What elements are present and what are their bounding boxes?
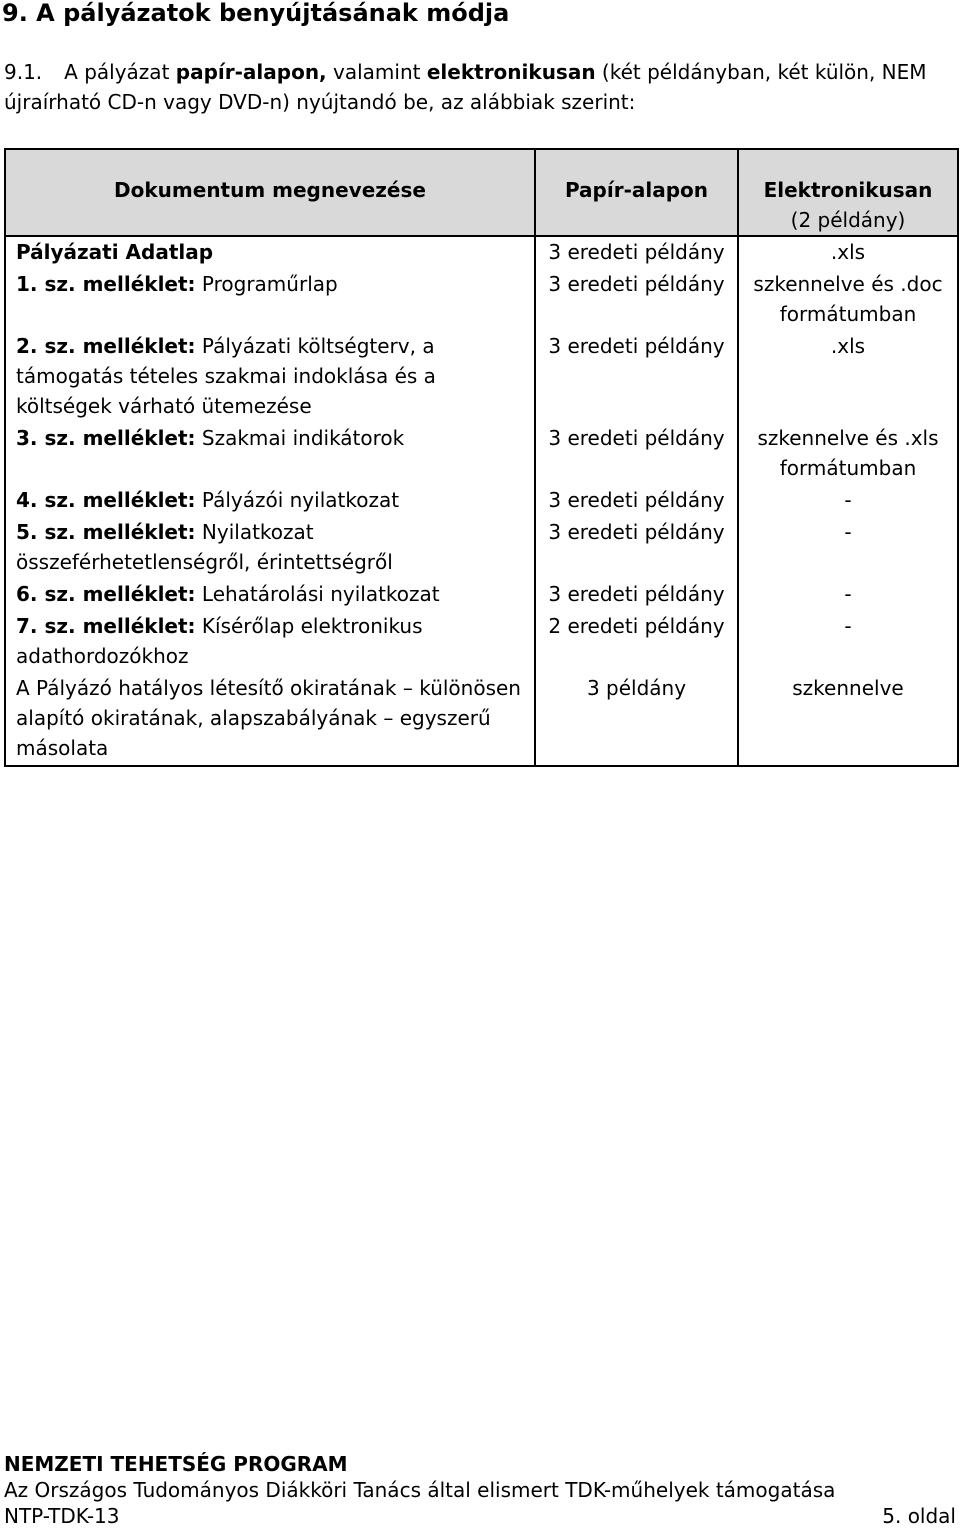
table-row — [5, 269, 958, 331]
cell-electronic: szkennelve — [738, 673, 958, 766]
cell-paper: 3 eredeti példány — [535, 485, 738, 517]
header-document-name: Dokumentum megnevezése — [5, 149, 535, 236]
footer-subtitle: Az Országos Tudományos Diákköri Tanács által elismert TDK-műhelyek támogatása — [4, 1478, 836, 1502]
table-row — [5, 579, 958, 611]
cell-document-name — [5, 579, 535, 611]
table-row — [5, 236, 958, 269]
cell-document-name — [5, 236, 535, 269]
documents-table — [4, 148, 959, 767]
document-name: Lehatárolási nyilatkozat — [195, 582, 440, 606]
cell-document-name — [5, 485, 535, 517]
cell-document-name — [5, 269, 535, 331]
cell-electronic: - — [738, 517, 958, 579]
table-row — [5, 673, 958, 766]
header-electronic-label: Elektronikusan — [763, 178, 933, 202]
table-row — [5, 485, 958, 517]
cell-paper: 3 eredeti példány — [535, 331, 738, 423]
cell-paper: 2 eredeti példány — [535, 611, 738, 673]
table-header-row — [5, 149, 958, 236]
cell-electronic: - — [738, 611, 958, 673]
cell-paper: 3 eredeti példány — [535, 423, 738, 485]
cell-electronic: .xls — [738, 331, 958, 423]
page-number: 5. oldal — [882, 1504, 956, 1528]
table-row — [5, 423, 958, 485]
cell-paper: 3 eredeti példány — [535, 517, 738, 579]
document-prefix: 7. sz. melléklet: — [16, 614, 196, 638]
document-prefix: 5. sz. melléklet: — [16, 520, 196, 544]
document-name: Pályázati költségterv, a támogatás tételes szakmai indoklása és a költségek várható ütemezése — [16, 334, 436, 418]
document-prefix: 1. sz. melléklet: — [16, 272, 196, 296]
intro-text-1: A pályázat — [64, 60, 176, 84]
header-electronic — [738, 149, 958, 236]
document-name: Programűrlap — [195, 272, 338, 296]
document-name: Szakmai indikátorok — [195, 426, 405, 450]
intro-text-3: (két példányban, két külön, NEM újraírható CD-n vagy DVD-n) nyújtandó be, az alábbiak szerint: — [4, 60, 927, 114]
document-name: A Pályázó hatályos létesítő okiratának – különösen alapító okiratának, alapszabályának – egyszerű másolata — [16, 676, 521, 760]
header-electronic-sub: (2 példány) — [790, 208, 906, 232]
cell-electronic: szkennelve és .doc formátumban — [738, 269, 958, 331]
cell-document-name — [5, 611, 535, 673]
cell-paper: 3 eredeti példány — [535, 236, 738, 269]
cell-electronic: .xls — [738, 236, 958, 269]
cell-electronic: szkennelve és .xls formátumban — [738, 423, 958, 485]
table-row — [5, 611, 958, 673]
document-prefix: 6. sz. melléklet: — [16, 582, 196, 606]
document-prefix: 3. sz. melléklet: — [16, 426, 196, 450]
header-paper: Papír-alapon — [535, 149, 738, 236]
document-prefix: 4. sz. melléklet: — [16, 488, 196, 512]
intro-bold-electronic: elektronikusan — [426, 60, 596, 84]
intro-text-2: valamint — [326, 60, 427, 84]
intro-bold-paper: papír-alapon, — [175, 60, 327, 84]
document-prefix: Pályázati Adatlap — [16, 240, 214, 264]
document-name: Pályázói nyilatkozat — [195, 488, 400, 512]
cell-electronic: - — [738, 485, 958, 517]
footer-program: NEMZETI TEHETSÉG PROGRAM — [4, 1452, 348, 1476]
footer-code-line — [4, 1503, 956, 1529]
cell-paper: 3 eredeti példány — [535, 269, 738, 331]
cell-electronic: - — [738, 579, 958, 611]
cell-document-name — [5, 423, 535, 485]
cell-paper: 3 példány — [535, 673, 738, 766]
cell-document-name — [5, 517, 535, 579]
cell-paper: 3 eredeti példány — [535, 579, 738, 611]
section-number: 9.1. — [4, 60, 43, 84]
table-row — [5, 331, 958, 423]
document-name: Kísérőlap elektronikus adathordozókhoz — [16, 614, 423, 668]
table-body — [5, 236, 958, 766]
intro-paragraph — [4, 57, 956, 117]
table-row — [5, 517, 958, 579]
footer-code: NTP-TDK-13 — [4, 1504, 120, 1528]
document-prefix: 2. sz. melléklet: — [16, 334, 196, 358]
page-heading: 9. A pályázatok benyújtásának módja — [2, 0, 510, 27]
document-name: Nyilatkozat összeférhetetlenségről, érintettségről — [16, 520, 393, 574]
cell-document-name — [5, 673, 535, 766]
cell-document-name — [5, 331, 535, 423]
